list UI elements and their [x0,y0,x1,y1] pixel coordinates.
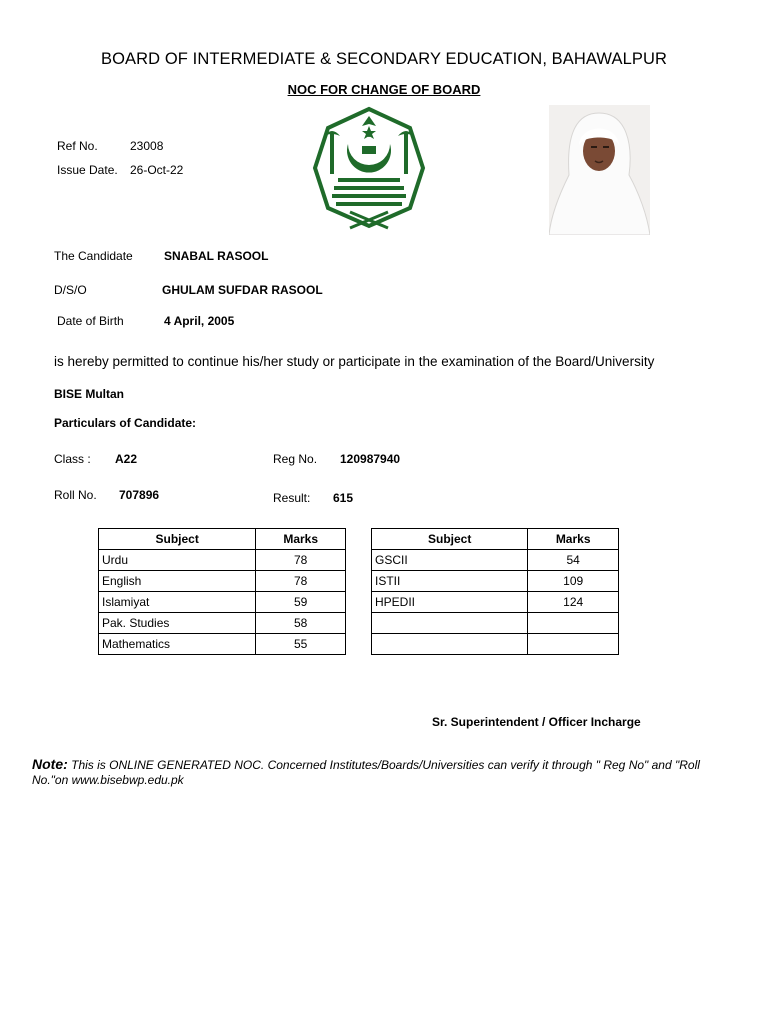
result-label: Result: [273,491,311,505]
marks-header: Marks [256,529,346,550]
marks-table-right [371,528,619,655]
ref-no-value: 23008 [130,139,164,153]
marks-cell [528,634,619,655]
marks-cell: 59 [256,592,346,613]
class-label: Class : [54,452,91,466]
parent-name: GHULAM SUFDAR RASOOL [162,283,323,297]
table-row [372,550,619,571]
table-row [99,550,346,571]
crest-icon [310,104,428,232]
subject-cell: Pak. Studies [99,613,256,634]
table-row [99,571,346,592]
subject-cell: HPEDII [372,592,528,613]
candidate-photo [549,105,650,235]
table-row [99,592,346,613]
marks-table-left [98,528,346,655]
reg-no-label: Reg No. [273,452,318,466]
note-label: Note: [32,756,68,772]
marks-cell: 109 [528,571,619,592]
marks-cell: 124 [528,592,619,613]
issue-date-value: 26-Oct-22 [130,163,184,177]
marks-cell: 54 [528,550,619,571]
portrait-icon [549,105,650,235]
subject-cell [372,613,528,634]
subject-cell: Mathematics [99,634,256,655]
subject-cell: ISTII [372,571,528,592]
result-value: 615 [333,491,354,505]
board-crest-logo [310,104,428,232]
marks-cell: 55 [256,634,346,655]
roll-no-value: 707896 [119,488,160,502]
table-row [99,613,346,634]
class-value: A22 [115,452,138,466]
dob-value: 4 April, 2005 [164,314,235,328]
subject-cell [372,634,528,655]
table-header-row [99,529,346,550]
marks-cell [528,613,619,634]
signature-label: Sr. Superintendent / Officer Incharge [432,715,641,729]
subject-cell: English [99,571,256,592]
subject-cell: GSCII [372,550,528,571]
permission-statement: is hereby permitted to continue his/her study or participate in the examination of the Board/University [54,354,655,369]
subject-cell: Islamiyat [99,592,256,613]
reg-no-value: 120987940 [340,452,401,466]
subject-header: Subject [99,529,256,550]
table-row [372,613,619,634]
table-row [372,634,619,655]
marks-cell: 78 [256,571,346,592]
marks-cell: 78 [256,550,346,571]
marks-header: Marks [528,529,619,550]
destination-board: BISE Multan [54,387,125,401]
candidate-label: The Candidate [54,249,133,263]
candidate-name: SNABAL RASOOL [164,249,269,263]
subject-cell: Urdu [99,550,256,571]
board-title: BOARD OF INTERMEDIATE & SECONDARY EDUCATION, BAHAWALPUR [101,50,667,68]
issue-date-label: Issue Date. [57,163,118,177]
note-text: This is ONLINE GENERATED NOC. Concerned Institutes/Boards/Universities can verify it through " Reg No" and "Roll No."on www.bisebwp.edu.pk [32,758,700,787]
dob-label: Date of Birth [57,314,124,328]
table-row [372,592,619,613]
note [32,757,732,788]
document-title: NOC FOR CHANGE OF BOARD [287,82,481,97]
subject-header: Subject [372,529,528,550]
ref-no-label: Ref No. [57,139,98,153]
table-row [372,571,619,592]
parent-label: D/S/O [54,283,87,297]
roll-no-label: Roll No. [54,488,97,502]
table-header-row [372,529,619,550]
marks-cell: 58 [256,613,346,634]
table-row [99,634,346,655]
particulars-heading: Particulars of Candidate: [54,416,197,430]
